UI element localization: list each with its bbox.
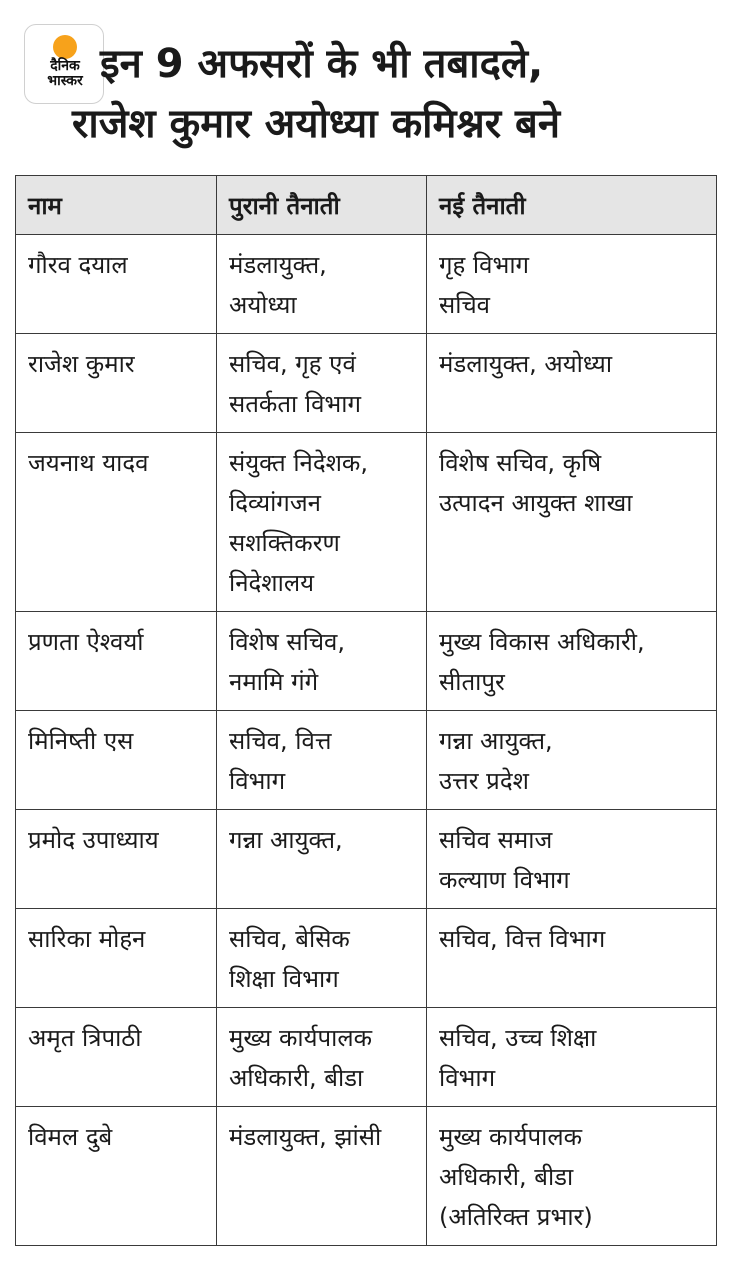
old-posting-line: विभाग — [229, 767, 286, 795]
officer-name: प्रमोद उपाध्याय — [16, 810, 217, 909]
table-row — [16, 235, 717, 334]
officer-name: गौरव दयाल — [16, 235, 217, 334]
officer-name: अमृत त्रिपाठी — [16, 1008, 217, 1107]
old-posting-line: विशेष सचिव, — [229, 628, 346, 656]
table-header-row — [16, 176, 717, 235]
new-posting-line: कल्याण विभाग — [439, 866, 570, 894]
old-posting-cell — [217, 612, 427, 711]
new-posting-cell — [427, 433, 717, 612]
officer-name: जयनाथ यादव — [16, 433, 217, 612]
old-posting-line: शिक्षा विभाग — [229, 965, 339, 993]
new-posting-cell — [427, 334, 717, 433]
table-row — [16, 612, 717, 711]
new-posting-cell — [427, 1008, 717, 1107]
officer-name: विमल दुबे — [16, 1107, 217, 1246]
table-row — [16, 711, 717, 810]
old-posting-cell — [217, 711, 427, 810]
logo-line-1: दैनिक — [50, 58, 80, 74]
new-posting-line: विभाग — [439, 1064, 496, 1092]
new-posting-line: सीतापुर — [439, 668, 505, 696]
new-posting-cell — [427, 711, 717, 810]
new-posting-line: सचिव — [439, 291, 491, 319]
new-posting-cell — [427, 909, 717, 1008]
old-posting-cell — [217, 909, 427, 1008]
header — [0, 0, 730, 170]
officer-name: राजेश कुमार — [16, 334, 217, 433]
old-posting-cell — [217, 810, 427, 909]
column-header-old-posting: पुरानी तैनाती — [217, 176, 427, 235]
table-row — [16, 433, 717, 612]
new-posting-line: सचिव, उच्च शिक्षा — [439, 1024, 597, 1052]
old-posting-line: दिव्यांगजन — [229, 489, 321, 517]
new-posting-line: उत्तर प्रदेश — [439, 767, 529, 795]
logo-line-2: भास्कर — [47, 73, 83, 89]
old-posting-cell — [217, 235, 427, 334]
new-posting-line: सचिव समाज — [439, 826, 553, 854]
new-posting-line: गन्ना आयुक्त, — [439, 727, 553, 755]
old-posting-line: मुख्य कार्यपालक — [229, 1024, 373, 1052]
old-posting-line: सतर्कता विभाग — [229, 390, 362, 418]
column-header-new-posting: नई तैनाती — [427, 176, 717, 235]
table-row — [16, 909, 717, 1008]
column-header-name: नाम — [16, 176, 217, 235]
new-posting-line: उत्पादन आयुक्त शाखा — [439, 489, 633, 517]
new-posting-cell — [427, 1107, 717, 1246]
old-posting-line: सचिव, बेसिक — [229, 925, 350, 953]
officer-name: सारिका मोहन — [16, 909, 217, 1008]
transfers-table — [15, 175, 717, 1246]
old-posting-line: निदेशालय — [229, 569, 315, 597]
old-posting-cell — [217, 1008, 427, 1107]
table-body — [16, 235, 717, 1246]
new-posting-line: विशेष सचिव, कृषि — [439, 449, 602, 477]
old-posting-line: अधिकारी, बीडा — [229, 1064, 364, 1092]
new-posting-cell — [427, 235, 717, 334]
old-posting-cell — [217, 1107, 427, 1246]
old-posting-line: मंडलायुक्त, — [229, 251, 327, 279]
new-posting-line: (अतिरिक्त प्रभार) — [439, 1203, 593, 1231]
new-posting-cell — [427, 612, 717, 711]
old-posting-cell — [217, 433, 427, 612]
old-posting-line: सशक्तिकरण — [229, 529, 340, 557]
new-posting-line: सचिव, वित्त विभाग — [439, 925, 606, 953]
old-posting-line: संयुक्त निदेशक, — [229, 449, 368, 477]
headline-line-1: इन 9 अफसरों के भी तबादले, — [100, 41, 544, 87]
new-posting-line: मुख्य कार्यपालक — [439, 1123, 583, 1151]
old-posting-cell — [217, 334, 427, 433]
table-row — [16, 810, 717, 909]
old-posting-line: सचिव, वित्त — [229, 727, 332, 755]
table-row — [16, 1008, 717, 1107]
old-posting-line: नमामि गंगे — [229, 668, 319, 696]
officer-name: मिनिष्ती एस — [16, 711, 217, 810]
table-row — [16, 334, 717, 433]
new-posting-line: गृह विभाग — [439, 251, 530, 279]
new-posting-cell — [427, 810, 717, 909]
old-posting-line: गन्ना आयुक्त, — [229, 826, 343, 854]
officer-name: प्रणता ऐश्वर्या — [16, 612, 217, 711]
table-row — [16, 1107, 717, 1246]
headline-line-2: राजेश कुमार अयोध्या कमिश्नर बने — [72, 101, 561, 147]
old-posting-line: सचिव, गृह एवं — [229, 350, 356, 378]
new-posting-line: मुख्य विकास अधिकारी, — [439, 628, 645, 656]
new-posting-line: अधिकारी, बीडा — [439, 1163, 574, 1191]
old-posting-line: अयोध्या — [229, 291, 297, 319]
new-posting-line: मंडलायुक्त, अयोध्या — [439, 350, 613, 378]
old-posting-line: मंडलायुक्त, झांसी — [229, 1123, 382, 1151]
